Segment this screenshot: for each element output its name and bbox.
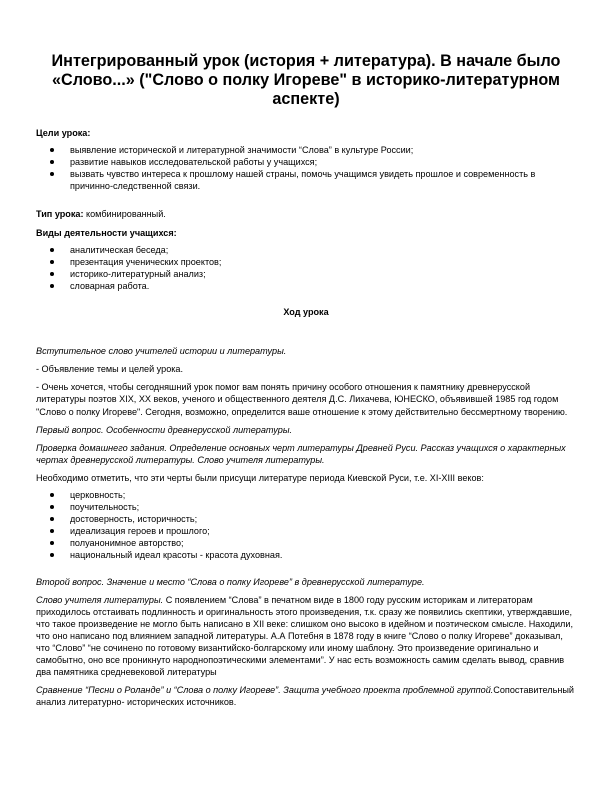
bullet-icon: [50, 260, 54, 264]
bullet-icon: [50, 541, 54, 545]
lesson-type-value: комбинированный.: [83, 209, 166, 220]
bullet-icon: [50, 272, 54, 276]
list-item: идеализация героев и прошлого;: [70, 525, 576, 537]
bullet-icon: [50, 493, 54, 497]
list-item: национальный идеал красоты - красота духовная.: [70, 549, 576, 561]
lesson-course-heading: Ход урока: [283, 307, 329, 318]
lesson-type-label: Тип урока:: [36, 209, 84, 220]
list-item: аналитическая беседа;: [70, 244, 576, 256]
comparison-italic: Сравнение “Песни о Роланде” и “Слова о полку Игореве”. Защита учебного проекта проблемной группой.: [36, 685, 494, 696]
bullet-icon: [50, 553, 54, 557]
question-2: Второй вопрос. Значение и место “Слова о полку Игореве” в древнерусской литературе.: [36, 576, 425, 587]
lesson-type: [36, 208, 576, 220]
comparison-paragraph: [36, 684, 576, 708]
period-note: Необходимо отметить, что эти черты были присущи литературе периода Киевской Руси, т.е. XI-XIII веков:: [36, 472, 484, 483]
traits-list: [36, 489, 576, 562]
activities-heading: Виды деятельности учащихся:: [36, 227, 177, 238]
question-1: Первый вопрос. Особенности древнерусской литературы.: [36, 424, 293, 435]
bullet-icon: [50, 505, 54, 509]
homework-check: Проверка домашнего задания. Определение основных черт литературы Древней Руси. Рассказ учащихся о характерных чертах древнерусской литературы. Слово учителя литературы.: [36, 442, 566, 465]
bullet-icon: [50, 160, 54, 164]
intro-italic: Вступительное слово учителей истории и литературы.: [36, 346, 287, 357]
intro-paragraph: - Очень хочется, чтобы сегодняшний урок помог вам понять причину особого отношения к памятнику древнерусской литературы поэтов XIX, XX веков, ученого и общественного деятеля Д.С. Лихачева, ЮНЕСКО, объявившей 1985 год годом "Слово о полку Игореве". Сегодня, возможно, определится ваше отношение к этому действительно бессмертному творению.: [36, 382, 568, 417]
list-item: словарная работа.: [70, 280, 576, 292]
activities-list: [36, 244, 576, 292]
goals-heading: Цели урока:: [36, 128, 91, 138]
goals-list: [36, 144, 576, 192]
list-item: вызвать чувство интереса к прошлому нашей страны, помочь учащимся увидеть прошлое и современность в причинно-следственной связи.: [70, 168, 576, 192]
bullet-icon: [50, 517, 54, 521]
list-item: выявление исторической и литературной значимости “Слова” в культуре России;: [70, 144, 576, 156]
bullet-icon: [50, 248, 54, 252]
list-item: презентация ученических проектов;: [70, 256, 576, 268]
list-item: церковность;: [70, 489, 576, 501]
bullet-icon: [50, 148, 54, 152]
lit-teacher-label: Слово учителя литературы.: [36, 594, 164, 605]
comparison-text: Сопоставительный анализ литературно- исторических источников.: [36, 685, 574, 708]
lit-teacher-text: С появлением “Слова” в печатном виде в 1800 году русским историкам и литераторам приходилось отстаивать подлинность и оригинальность этого произведения, т.к. сразу же появились скептики, утверждавшие, что такое произведение не могло быть написано в XII веке: слишком оно высоко в идейном и поэтическом смысле. Находили, что оно написано под влиянием западной литературы. А.А Потебня в 1878 году в книге “Слово о полку Игореве” доказывал, что “Слово” “не сочинено по готовому византийско-болгарскому или иному шаблону. Это произведение оригинально и самобытно, оно все проникнуто народнопоэтическими элементами”. У нас есть возможность самим сделать вывод, сравнив два памятника средневековой литературы: [36, 594, 573, 678]
list-item: достоверность, историчность;: [70, 513, 576, 525]
bullet-icon: [50, 172, 54, 176]
list-item: полуанонимное авторство;: [70, 537, 576, 549]
page-title: Интегрированный урок (история + литература). В начале было «Слово...» ("Слово о полку Игореве" в историко-литературном аспекте): [51, 52, 561, 108]
bullet-icon: [50, 284, 54, 288]
list-item: поучительность;: [70, 501, 576, 513]
list-item: историко-литературный анализ;: [70, 268, 576, 280]
list-item: развитие навыков исследовательской работы у учащихся;: [70, 156, 576, 168]
bullet-icon: [50, 529, 54, 533]
announce-text: - Объявление темы и целей урока.: [36, 364, 184, 375]
lit-teacher-paragraph: [36, 594, 576, 679]
